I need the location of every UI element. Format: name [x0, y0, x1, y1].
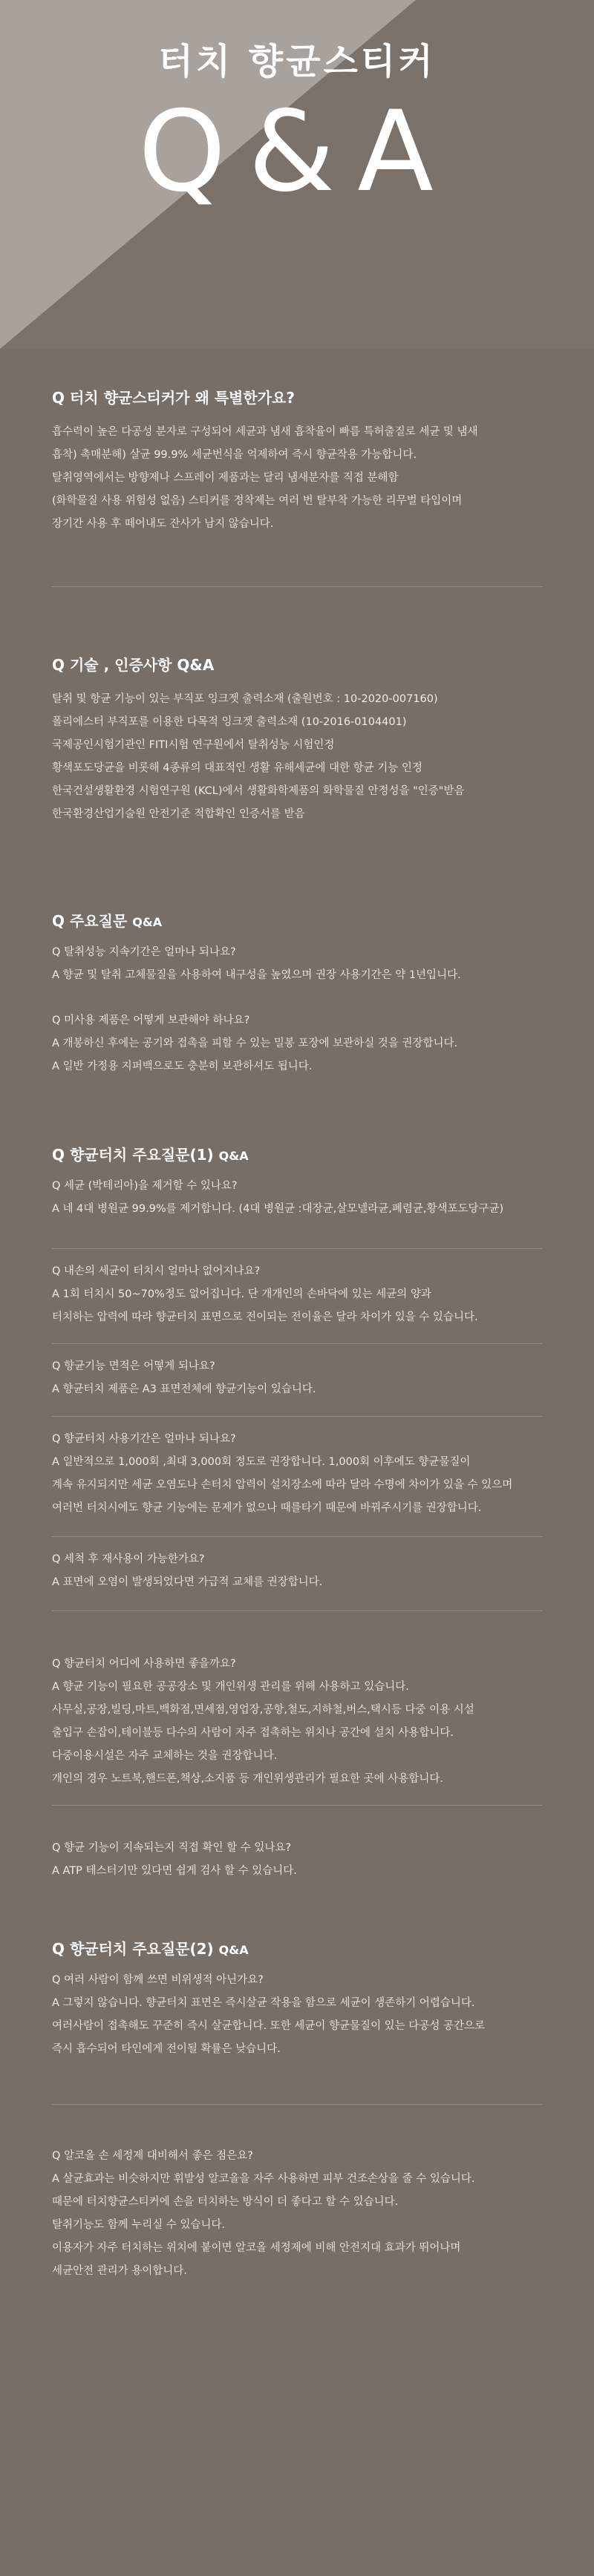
divider: [52, 1805, 542, 1806]
section-title-qa: Q&A: [218, 1943, 249, 1957]
divider: [52, 1248, 542, 1249]
text-line: 장기간 사용 후 떼어내도 잔사가 남지 않습니다.: [52, 518, 274, 530]
text-line: 탈취 및 항균 기능이 있는 부직포 잉크젯 출력소재 (출원번호 : 10-2020-007160): [52, 693, 438, 705]
qa-item: [52, 1428, 542, 1520]
answer: A 네 4대 병원균 99.9%를 제거합니다. (4대 병원균 :대장균,살모넬라균,폐렴균,황색포도당구균): [52, 1203, 504, 1215]
qa-item: [52, 1837, 542, 1883]
text-line: 폴리에스터 부직포를 이용한 다목적 잉크젯 출력소재 (10-2016-0104401): [52, 716, 407, 728]
answer: A 표면에 오염이 발생되었다면 가급적 교체를 권장합니다.: [52, 1576, 323, 1588]
section-title-text: Q 주요질문: [52, 912, 128, 930]
section-title: [52, 909, 542, 931]
answer: 터치하는 압력에 따라 향균터치 표면으로 전이되는 전이율은 달라 차이가 있을 수 있습니다.: [52, 1311, 478, 1323]
text-line: (화학물질 사용 위험성 없음) 스티커를 정착제는 여러 번 탈부착 가능한 리무벌 타입이며: [52, 495, 463, 507]
hero-title: Q&A: [138, 88, 456, 217]
answer: 즉시 흡수되어 타인에게 전이될 확률은 낮습니다.: [52, 2043, 281, 2055]
section-touch-questions-1: [52, 1143, 542, 1221]
text-line: 탈취영역에서는 방향제나 스프레이 제품과는 달리 냄새분자를 직접 분해함: [52, 472, 399, 484]
answer: A 일반적으로 1,000회 ,최대 3,000회 정도로 권장합니다. 1,000회 이후에도 향균물질이: [52, 1456, 471, 1468]
divider: [52, 2104, 542, 2105]
answer: 출입구 손잡이,테이블등 다수의 사람이 자주 접촉하는 위치나 공간에 설치 사용합니다.: [52, 1727, 454, 1739]
answer: A ATP 테스터기만 있다면 쉽게 검사 할 수 있습니다.: [52, 1865, 297, 1877]
section-main-questions: [52, 909, 542, 1078]
divider: [52, 1343, 542, 1344]
divider: [52, 1610, 542, 1611]
question: Q 알코올 손 세정제 대비해서 좋은 점은요?: [52, 2150, 253, 2162]
question: Q 향균터치 어디에 사용하면 좋을까요?: [52, 1658, 236, 1670]
section-title-qa: Q&A: [132, 915, 163, 929]
question: Q 내손의 세균이 터치시 얼마나 없어지나요?: [52, 1265, 261, 1277]
answer: 이용자가 자주 터치하는 위치에 붙이면 알코올 세정제에 비해 안전지대 효과가 뛰어나며: [52, 2242, 461, 2254]
qa-item: [52, 1653, 542, 1791]
text-line: 국제공인시험기관인 FITI시험 연구원에서 탈취성능 시험인정: [52, 739, 335, 751]
answer: 개인의 경우 노트북,핸드폰,책상,소지품 등 개인위생관리가 필요한 곳에 사용합니다.: [52, 1773, 443, 1785]
content-area: [0, 349, 594, 2576]
answer: 여러번 터치시에도 향균 기능에는 문제가 없으나 때를타기 때문에 바꿔주시기를 권장합니다.: [52, 1502, 482, 1514]
answer: A 향균 기능이 필요한 공공장소 및 개인위생 관리를 위해 사용하고 있습니다.: [52, 1681, 409, 1693]
answer: A 살균효과는 비슷하지만 휘발성 알코올을 자주 사용하면 피부 건조손상을 줄 수 있습니다.: [52, 2173, 475, 2185]
section-title-qa: Q&A: [218, 1149, 249, 1163]
section-title-text: Q 향균터치 주요질문(2): [52, 1940, 214, 1958]
qa-item: [52, 2145, 542, 2283]
question: Q 여러 사람이 함께 쓰면 비위생적 아닌가요?: [52, 1974, 264, 1986]
text-line: 한국건설생활환경 시험연구원 (KCL)에서 생활화학제품의 화학물질 안정성을 "인증"받음: [52, 785, 465, 797]
answer: A 일반 가정용 지퍼백으로도 충분히 보관하셔도 됩니다.: [52, 1061, 313, 1072]
hero-subtitle: 터치 향균스티커: [158, 41, 436, 82]
answer: 사무실,공장,빌딩,마트,백화점,면세점,영업장,공항,철도,지하철,버스,택시등 다중 이용 시설: [52, 1704, 474, 1716]
answer: 다중이용시설은 자주 교체하는 것을 권장합니다.: [52, 1750, 278, 1762]
question: Q 향균기능 면적은 어떻게 되나요?: [52, 1360, 215, 1372]
question: Q 향균터치 사용기간은 얼마나 되나요?: [52, 1433, 236, 1445]
answer: 여러사람이 접촉해도 꾸준히 즉시 살균합니다. 또한 세균이 향균물질이 있는 다공성 공간으로: [52, 2020, 485, 2032]
qa-item: [52, 1548, 542, 1594]
section-why-special: [52, 386, 542, 536]
qa-item: [52, 1260, 542, 1329]
qa-item: [52, 1355, 542, 1401]
text-line: 흡착) 촉매분해) 살균 99.9% 세균번식을 억제하여 즉시 향균작용 가능합니다.: [52, 449, 417, 461]
question: Q 향균 기능이 지속되는지 직접 확인 할 수 있나요?: [52, 1842, 292, 1854]
answer: A 1회 터치시 50~70%정도 없어집니다. 단 개개인의 손바닥에 있는 세균의 양과: [52, 1288, 431, 1300]
section-title: Q 터치 향균스티커가 왜 특별한가요?: [52, 389, 295, 407]
section-title-text: Q 향균터치 주요질문(1): [52, 1146, 214, 1164]
text-line: 황색포도당균을 비롯해 4종류의 대표적인 생활 유해세균에 대한 항균 기능 인정: [52, 762, 422, 774]
divider: [52, 586, 542, 587]
answer: 계속 유지되지만 세균 오염도나 손터치 압력이 설치장소에 따라 달라 수명에 차이가 있을 수 있으며: [52, 1479, 513, 1491]
question: Q 세균 (박테리아)을 제거할 수 있나요?: [52, 1180, 238, 1192]
section-title: Q 기술 , 인증사항 Q&A: [52, 656, 215, 674]
question: Q 미사용 제품은 어떻게 보관해야 하나요?: [52, 1015, 250, 1026]
answer: 탈취기능도 함께 누리실 수 있습니다.: [52, 2219, 226, 2231]
section-title: [52, 1143, 542, 1164]
answer: A 개봉하신 후에는 공기와 접촉을 피할 수 있는 밀봉 포장에 보관하실 것을 권장합니다.: [52, 1038, 458, 1049]
question: Q 세척 후 재사용이 가능한가요?: [52, 1553, 205, 1565]
section-certifications: [52, 653, 542, 826]
answer: A 향균 및 탈취 고체물질을 사용하여 내구성을 높였으며 권장 사용기간은 약 1년입니다.: [52, 969, 461, 981]
divider: [52, 1416, 542, 1417]
hero-banner: [0, 0, 594, 349]
text-line: 한국환경산업기술원 안전기준 적합확인 인증서를 받음: [52, 808, 305, 820]
section-title: [52, 1937, 542, 1959]
question: Q 탈취성능 지속기간은 얼마나 되나요?: [52, 946, 236, 958]
section-touch-questions-2: [52, 1937, 542, 2061]
answer: 세균안전 관리가 용이합니다.: [52, 2265, 187, 2277]
answer: A 향균터치 제품은 A3 표면전체에 향균기능이 있습니다.: [52, 1383, 316, 1395]
text-line: 흡수력이 높은 다공성 분자로 구성되어 세균과 냄새 흡착율이 빠름 특허출질로 세균 및 냄새: [52, 426, 478, 438]
divider: [52, 1536, 542, 1537]
answer: A 그렇지 않습니다. 향균터치 표면은 즉시살균 작용을 함으로 세균이 생존하기 어렵습니다.: [52, 1997, 475, 2009]
answer: 때문에 터치향균스티커에 손을 터치하는 방식이 더 좋다고 할 수 있습니다.: [52, 2196, 399, 2208]
